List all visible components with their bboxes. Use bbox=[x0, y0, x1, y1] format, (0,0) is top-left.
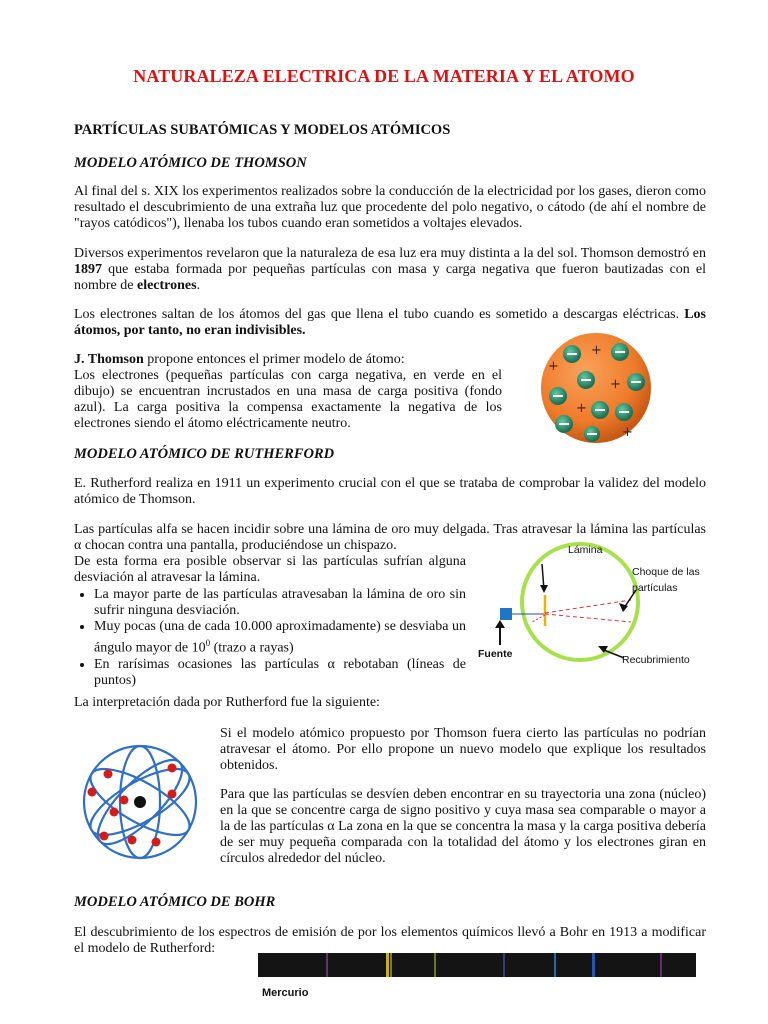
thomson-paragraph-2: Diversos experimentos revelaron que la naturaleza de esa luz era muy distinta a la del sol. Thomson demostró en 1897 que estaba formada por pequeñas partículas con masa y carga negativa que fueron bautizadas con el nombre de electrones. bbox=[74, 246, 706, 293]
section-heading: PARTÍCULAS SUBATÓMICAS Y MODELOS ATÓMICOS bbox=[74, 122, 451, 138]
thomson-paragraph-3: Los electrones saltan de los átomos del gas que llena el tubo cuando es sometido a descargas eléctricas. Los átomos, por tanto, no eran indivisibles. bbox=[74, 307, 706, 338]
rutherford-heading: MODELO ATÓMICO DE RUTHERFORD bbox=[74, 446, 335, 462]
rutherford-results-list bbox=[74, 587, 466, 689]
label-choque: Choque de las partículas bbox=[632, 566, 700, 594]
rutherford-atom-image bbox=[78, 740, 202, 864]
svg-text:+: + bbox=[591, 343, 602, 358]
svg-text:+: + bbox=[610, 377, 621, 392]
list-item: • En rarísimas ocasiones las partículas α rebotaban (líneas de puntos) bbox=[94, 657, 466, 689]
rutherford-paragraph-2: Las partículas alfa se hacen incidir sobre una lámina de oro muy delgada. Tras atravesar la lámina las partículas α chocan contra una pantalla, produciéndose un chispazo. bbox=[74, 522, 706, 553]
rutherford-paragraph-3: De esta forma era posible observar si las partículas sufrían alguna desviación al atravesar la lámina. bbox=[74, 554, 466, 585]
source-icon bbox=[500, 608, 512, 620]
list-item: • Muy pocas (una de cada 10.000 aproximadamente) se desviaba un ángulo mayor de $10^0$ (trazo a rayas) bbox=[94, 619, 466, 657]
thomson-paragraph-1: Al final del s. XIX los experimentos realizados sobre la conducción de la electricidad por los gases, dieron como resultado el descubrimiento de una extraña luz que procedente del polo negativo, o cátodo (de ahí el nombre de "rayos catódicos"), llenaba los tubos cuando eran sometidos a voltajes elevados. bbox=[74, 184, 706, 231]
nucleus-icon bbox=[134, 796, 146, 808]
foil-ring bbox=[522, 544, 638, 660]
label-lamina: Lámina bbox=[568, 544, 603, 556]
rutherford-quote-1: Si el modelo atómico propuesto por Thomson fuera cierto las partículas no podrían atravesar el átomo. Por ello propone un nuevo modelo que explique los resultados obtenidos. bbox=[220, 726, 706, 773]
rutherford-experiment-diagram bbox=[486, 540, 698, 672]
spectrum-label: Mercurio bbox=[262, 987, 309, 999]
thomson-atom-image bbox=[536, 330, 658, 448]
bohr-heading: MODELO ATÓMICO DE BOHR bbox=[74, 894, 276, 910]
list-item: • La mayor parte de las partículas atravesaban la lámina de oro sin sufrir ninguna desviación. bbox=[94, 587, 466, 619]
label-fuente: Fuente bbox=[478, 648, 513, 660]
svg-text:+: + bbox=[576, 401, 587, 416]
bohr-paragraph-1: El descubrimiento de los espectros de emisión de por los elementos químicos llevó a Bohr en 1913 a modificar el modelo de Rutherford: bbox=[74, 925, 706, 956]
rutherford-interpretation: La interpretación dada por Rutherford fue la siguiente: bbox=[74, 695, 380, 710]
rutherford-quote-2: Para que las partículas se desvíen deben encontrar en su trayectoria una zona (núcleo) en la que se concentre carga de signo positivo y cuya masa sea comparable o mayor a la de las partículas α La zona en la que se concentra la masa y la carga positiva debería de ser muy pequeña comparada con la totalidad del átomo y los electrones giran en círculos alrededor del núcleo. bbox=[220, 787, 706, 866]
rutherford-paragraph-1: E. Rutherford realiza en 1911 un experimento crucial con el que se trataba de comprobar la validez del modelo atómico de Thomson. bbox=[74, 476, 706, 507]
thomson-heading: MODELO ATÓMICO DE THOMSON bbox=[74, 155, 307, 171]
page-title: NATURALEZA ELECTRICA DE LA MATERIA Y EL ATOMO bbox=[133, 66, 635, 86]
mercury-spectrum-image bbox=[258, 953, 696, 977]
thomson-paragraph-4: J. Thomson propone entonces el primer modelo de átomo: Los electrones (pequeñas partículas con carga negativa, en verde en el dibujo) se encuentran incrustados en una masa de carga positiva (fondo azul). La carga positiva la compensa exactamente la negativa de los electrones siendo el átomo eléctricamente neutro. bbox=[74, 352, 502, 431]
svg-text:+: + bbox=[548, 359, 559, 374]
label-recubrimiento: Recubrimiento bbox=[622, 654, 690, 666]
svg-text:+: + bbox=[622, 425, 633, 440]
